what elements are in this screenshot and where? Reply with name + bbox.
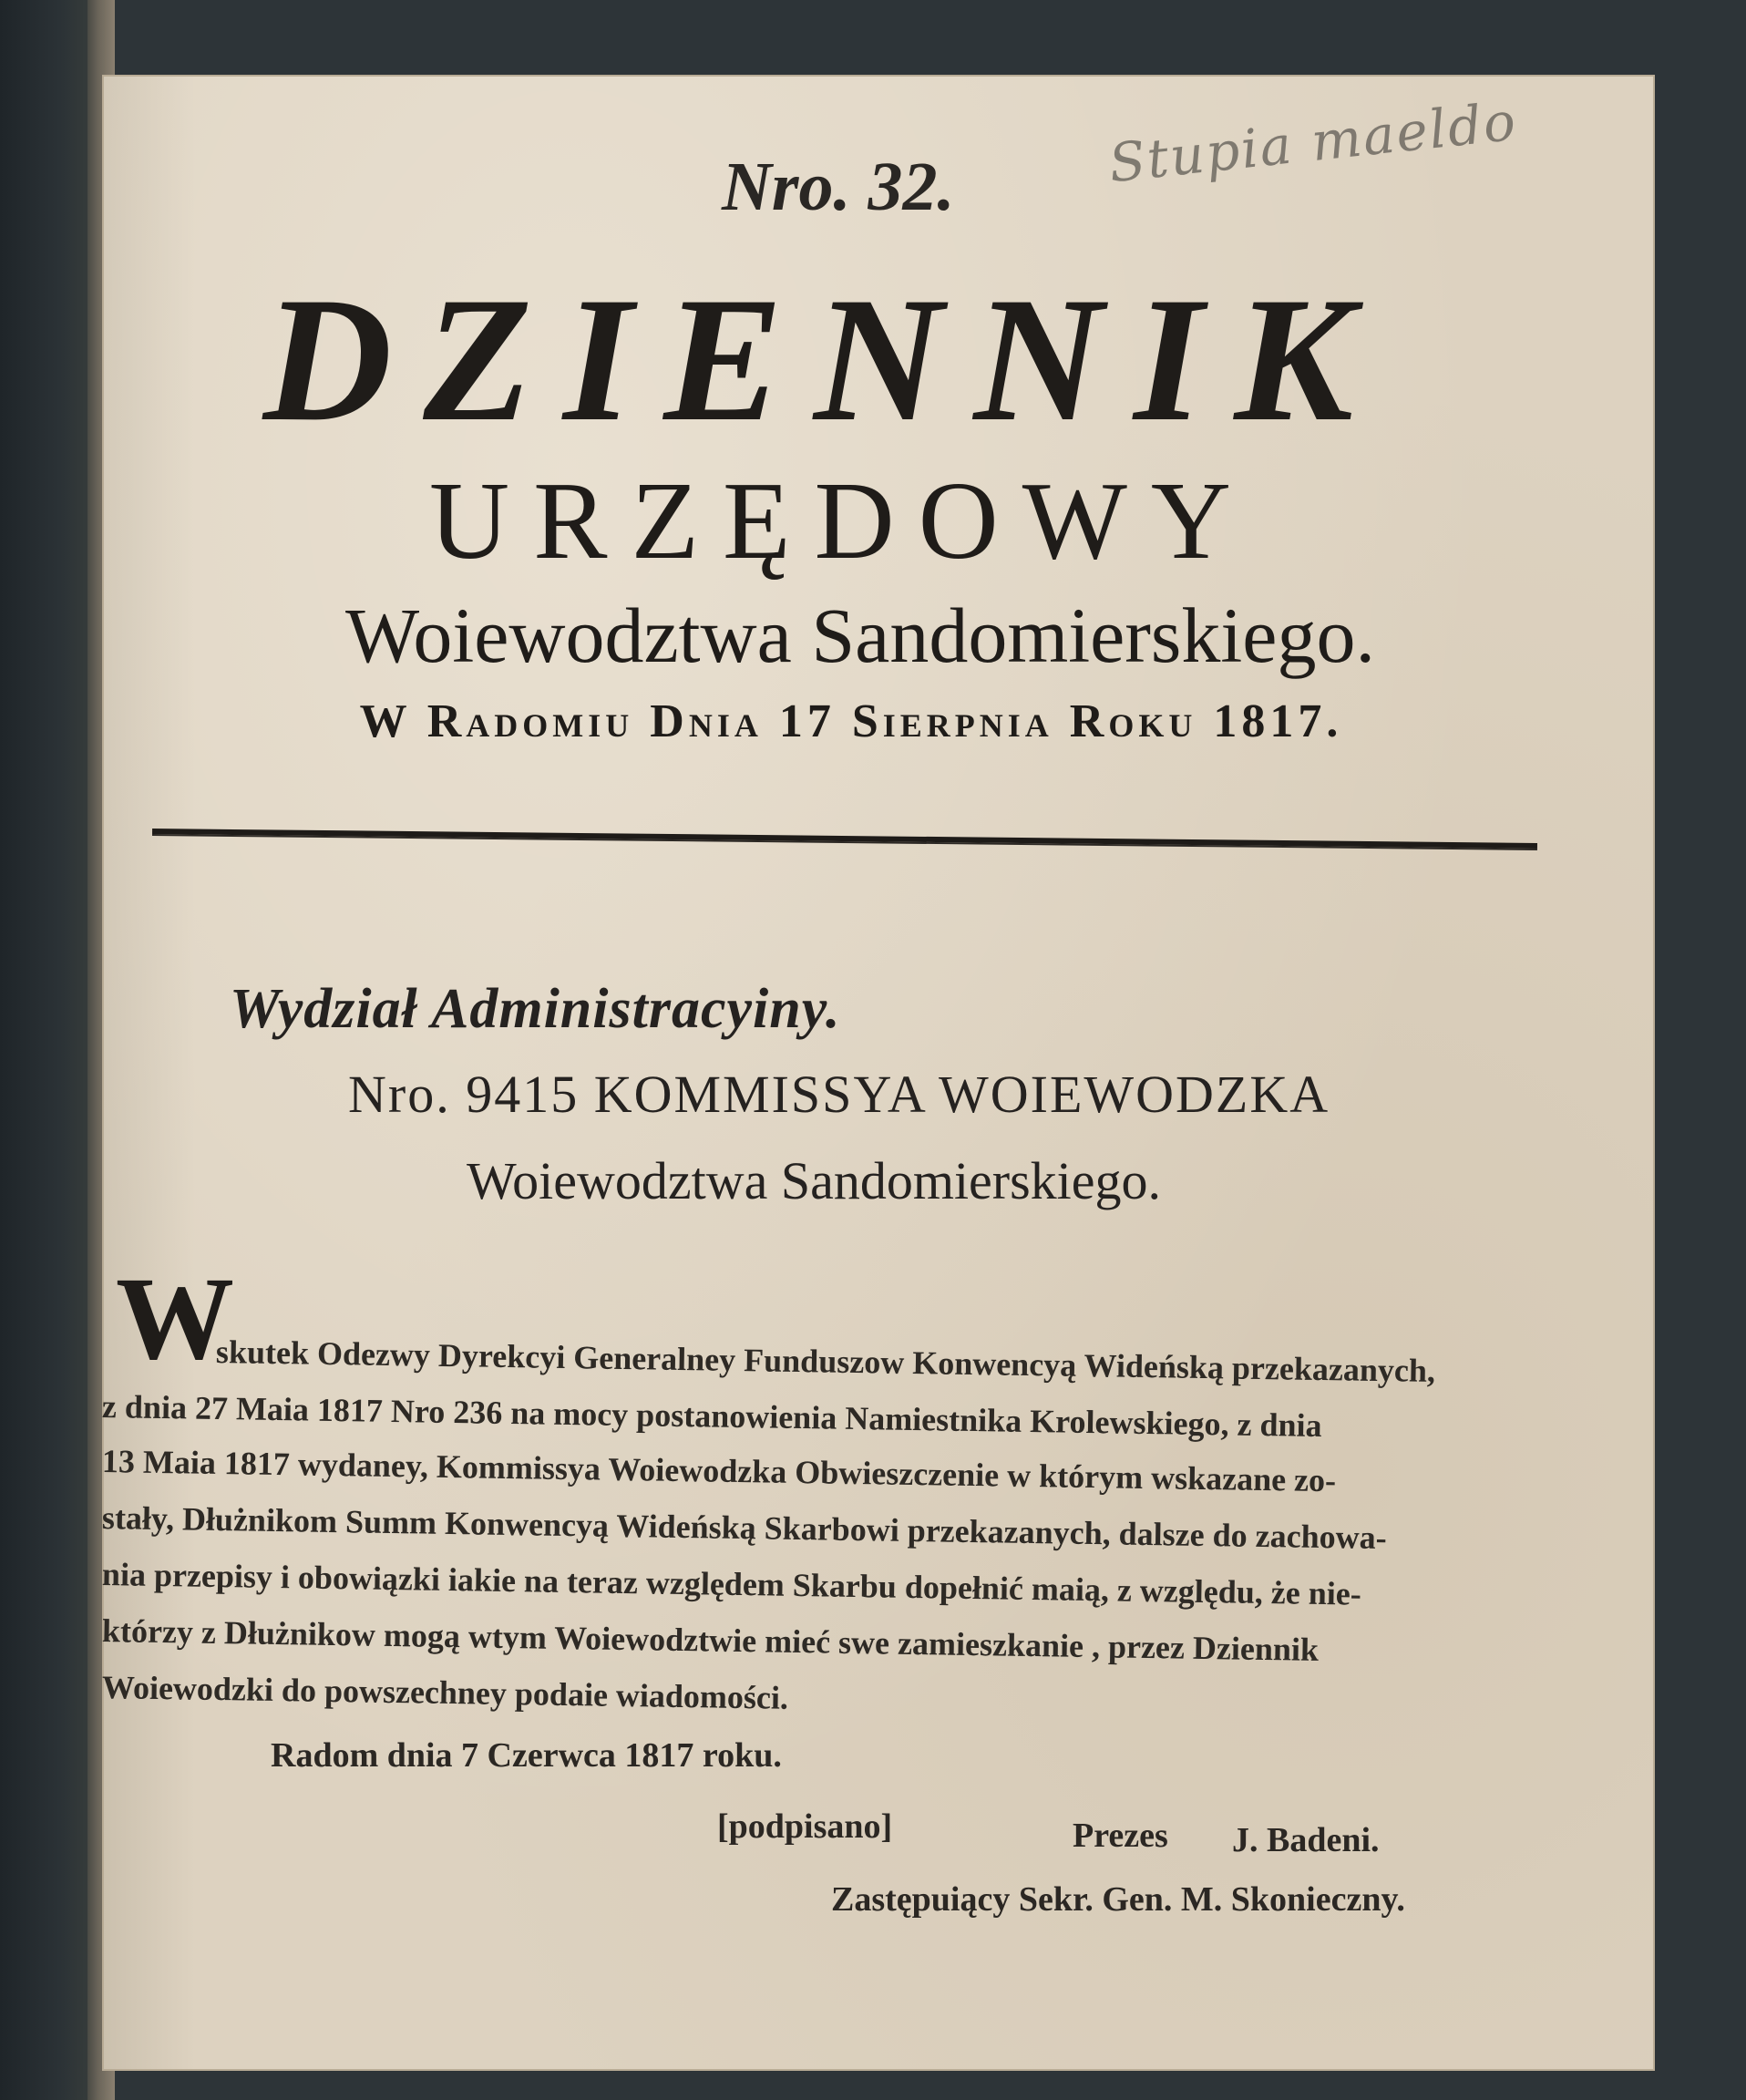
president-title: Prezes xyxy=(1073,1817,1168,1855)
department-heading: Wydział Administracyiny. xyxy=(230,978,841,1040)
president-name: J. Badeni. xyxy=(1232,1821,1380,1859)
body-line: stały, Dłużnikom Summ Konwencyą Wideńską Skarbowi przekazanych, dalsze do zachowa- xyxy=(101,1499,1387,1557)
body-line: z dnia 27 Maia 1817 Nro 236 na mocy postanowienia Namiestnika Krolewskiego, z dnia xyxy=(101,1388,1322,1445)
masthead-title-line2: URZĘDOWY xyxy=(429,459,1255,582)
body-line: 13 Maia 1817 wydaney, Kommissya Woiewodzka Obwieszczenie w którym wskazane zo- xyxy=(101,1443,1337,1499)
issuer-line2: Woiewodztwa Sandomierskiego. xyxy=(467,1151,1162,1210)
issuer-line1: Nro. 9415 KOMMISSYA WOIEWODZKA xyxy=(348,1065,1330,1124)
body-line: skutek Odezwy Dyrekcyi Generalney Funduszow Konwencyą Wideńską przekazanych, xyxy=(215,1333,1436,1390)
drop-cap: W xyxy=(116,1253,234,1385)
signed-note: [podpisano] xyxy=(717,1807,893,1846)
masthead-divider-rule xyxy=(152,829,1537,850)
document-page xyxy=(102,75,1655,2071)
masthead-region: Woiewodztwa Sandomierskiego. xyxy=(345,592,1375,679)
secretary-signature: Zastępuiący Sekr. Gen. M. Skonieczny. xyxy=(831,1880,1405,1919)
masthead-dateline: W Radomiu Dnia 17 Sierpnia Roku 1817. xyxy=(359,695,1343,747)
body-line: którzy z Dłużnikow mogą wtym Woiewodztwie mieć swe zamieszkanie , przez Dziennik xyxy=(101,1612,1320,1668)
body-line: Woiewodzki do powszechney podaie wiadomości. xyxy=(101,1669,789,1716)
handwritten-annotation: Stupia maeldo xyxy=(1106,89,1521,195)
masthead-title-line1: DZIENNIK xyxy=(262,261,1385,458)
issue-number: Nro. 32. xyxy=(722,149,955,225)
place-date: Radom dnia 7 Czerwca 1817 roku. xyxy=(271,1736,782,1775)
body-line: nia przepisy i obowiązki iakie na teraz względem Skarbu dopełnić maią, z względu, że nie- xyxy=(101,1556,1362,1612)
